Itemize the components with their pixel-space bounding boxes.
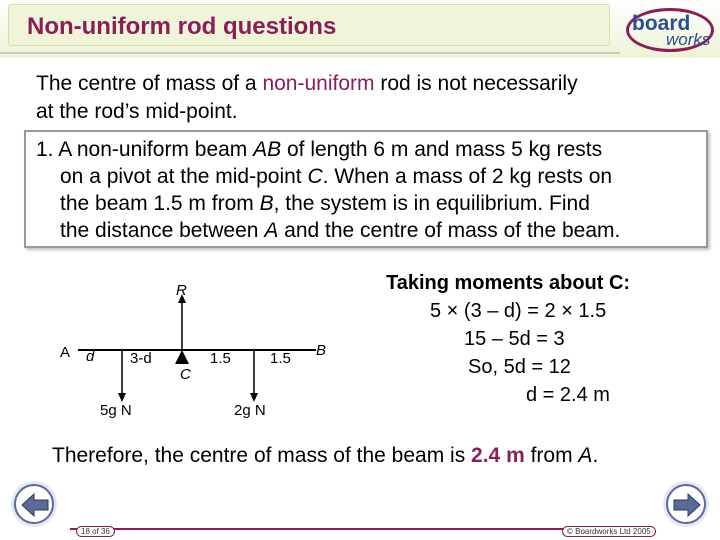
question-text: the beam 1.5 m from bbox=[60, 192, 260, 215]
intro-highlight: non-uniform bbox=[262, 72, 375, 95]
question-italic: AB bbox=[253, 138, 282, 161]
next-slide-button[interactable] bbox=[666, 484, 706, 524]
label-2gN: 2g N bbox=[234, 402, 266, 419]
question-text: on a pivot at the mid-point bbox=[60, 165, 308, 188]
intro-line2: at the rod’s mid-point. bbox=[36, 100, 238, 123]
pivot-triangle bbox=[175, 350, 189, 364]
question-line-4 bbox=[60, 219, 620, 243]
boardworks-logo bbox=[622, 6, 718, 54]
label-d: d bbox=[86, 348, 95, 365]
question-text: 1. A non-uniform beam bbox=[36, 138, 254, 161]
title-bar bbox=[8, 4, 610, 46]
copyright-text: © Boardworks Ltd 2005 bbox=[562, 526, 656, 537]
question-line-2 bbox=[60, 165, 612, 189]
question-text: of length 6 m and mass 5 kg rests bbox=[281, 138, 603, 161]
header bbox=[0, 0, 720, 58]
question-text: and the centre of mass of the beam. bbox=[278, 219, 621, 242]
page-number: 18 of 36 bbox=[76, 526, 115, 537]
weight-arrowhead bbox=[118, 393, 126, 402]
conclusion-point: A bbox=[578, 444, 593, 467]
intro-text bbox=[36, 70, 686, 126]
conclusion-text bbox=[52, 444, 598, 468]
question-line-1 bbox=[36, 138, 602, 162]
logo-word-board: board bbox=[632, 12, 691, 35]
working-line-1: 5 × (3 – d) = 2 × 1.5 bbox=[430, 300, 607, 322]
working-heading: Taking moments about C: bbox=[386, 272, 631, 294]
conclusion-end: . bbox=[592, 444, 599, 467]
question-italic: C bbox=[307, 165, 323, 188]
right-arrow-icon bbox=[672, 492, 702, 518]
mass-arrowhead bbox=[250, 393, 258, 402]
intro-part1: The centre of mass of a bbox=[36, 72, 263, 95]
logo-word-works: works bbox=[666, 30, 711, 49]
label-R: R bbox=[176, 282, 187, 299]
label-C: C bbox=[180, 366, 191, 383]
question-italic: B bbox=[259, 192, 274, 215]
question-text: the distance between bbox=[60, 219, 265, 242]
label-1-5-right: 1.5 bbox=[270, 350, 291, 367]
working-line-2: 15 – 5d = 3 bbox=[464, 328, 565, 350]
header-divider bbox=[0, 52, 620, 54]
question-text: , the system is in equilibrium. Find bbox=[273, 192, 590, 215]
conclusion-part1: Therefore, the centre of mass of the beam is bbox=[52, 444, 472, 467]
question-italic: A bbox=[264, 219, 279, 242]
label-B: B bbox=[316, 342, 327, 359]
conclusion-value: 2.4 m bbox=[471, 444, 525, 467]
label-A: A bbox=[60, 344, 71, 361]
label-3-minus-d: 3-d bbox=[130, 350, 152, 367]
question-line-3 bbox=[60, 192, 590, 216]
question-box bbox=[24, 130, 708, 248]
question-text: . When a mass of 2 kg rests on bbox=[322, 165, 613, 188]
label-5gN: 5g N bbox=[100, 402, 132, 419]
left-arrow-icon bbox=[20, 492, 50, 518]
previous-slide-button[interactable] bbox=[14, 484, 54, 524]
intro-part2: rod is not necessarily bbox=[374, 72, 578, 95]
conclusion-part2: from bbox=[524, 444, 579, 467]
label-1-5-left: 1.5 bbox=[210, 350, 231, 367]
page-title: Non-uniform rod questions bbox=[27, 13, 337, 40]
beam-diagram bbox=[56, 268, 356, 428]
working-line-4: d = 2.4 m bbox=[526, 384, 610, 406]
working-line-3: So, 5d = 12 bbox=[468, 356, 571, 378]
